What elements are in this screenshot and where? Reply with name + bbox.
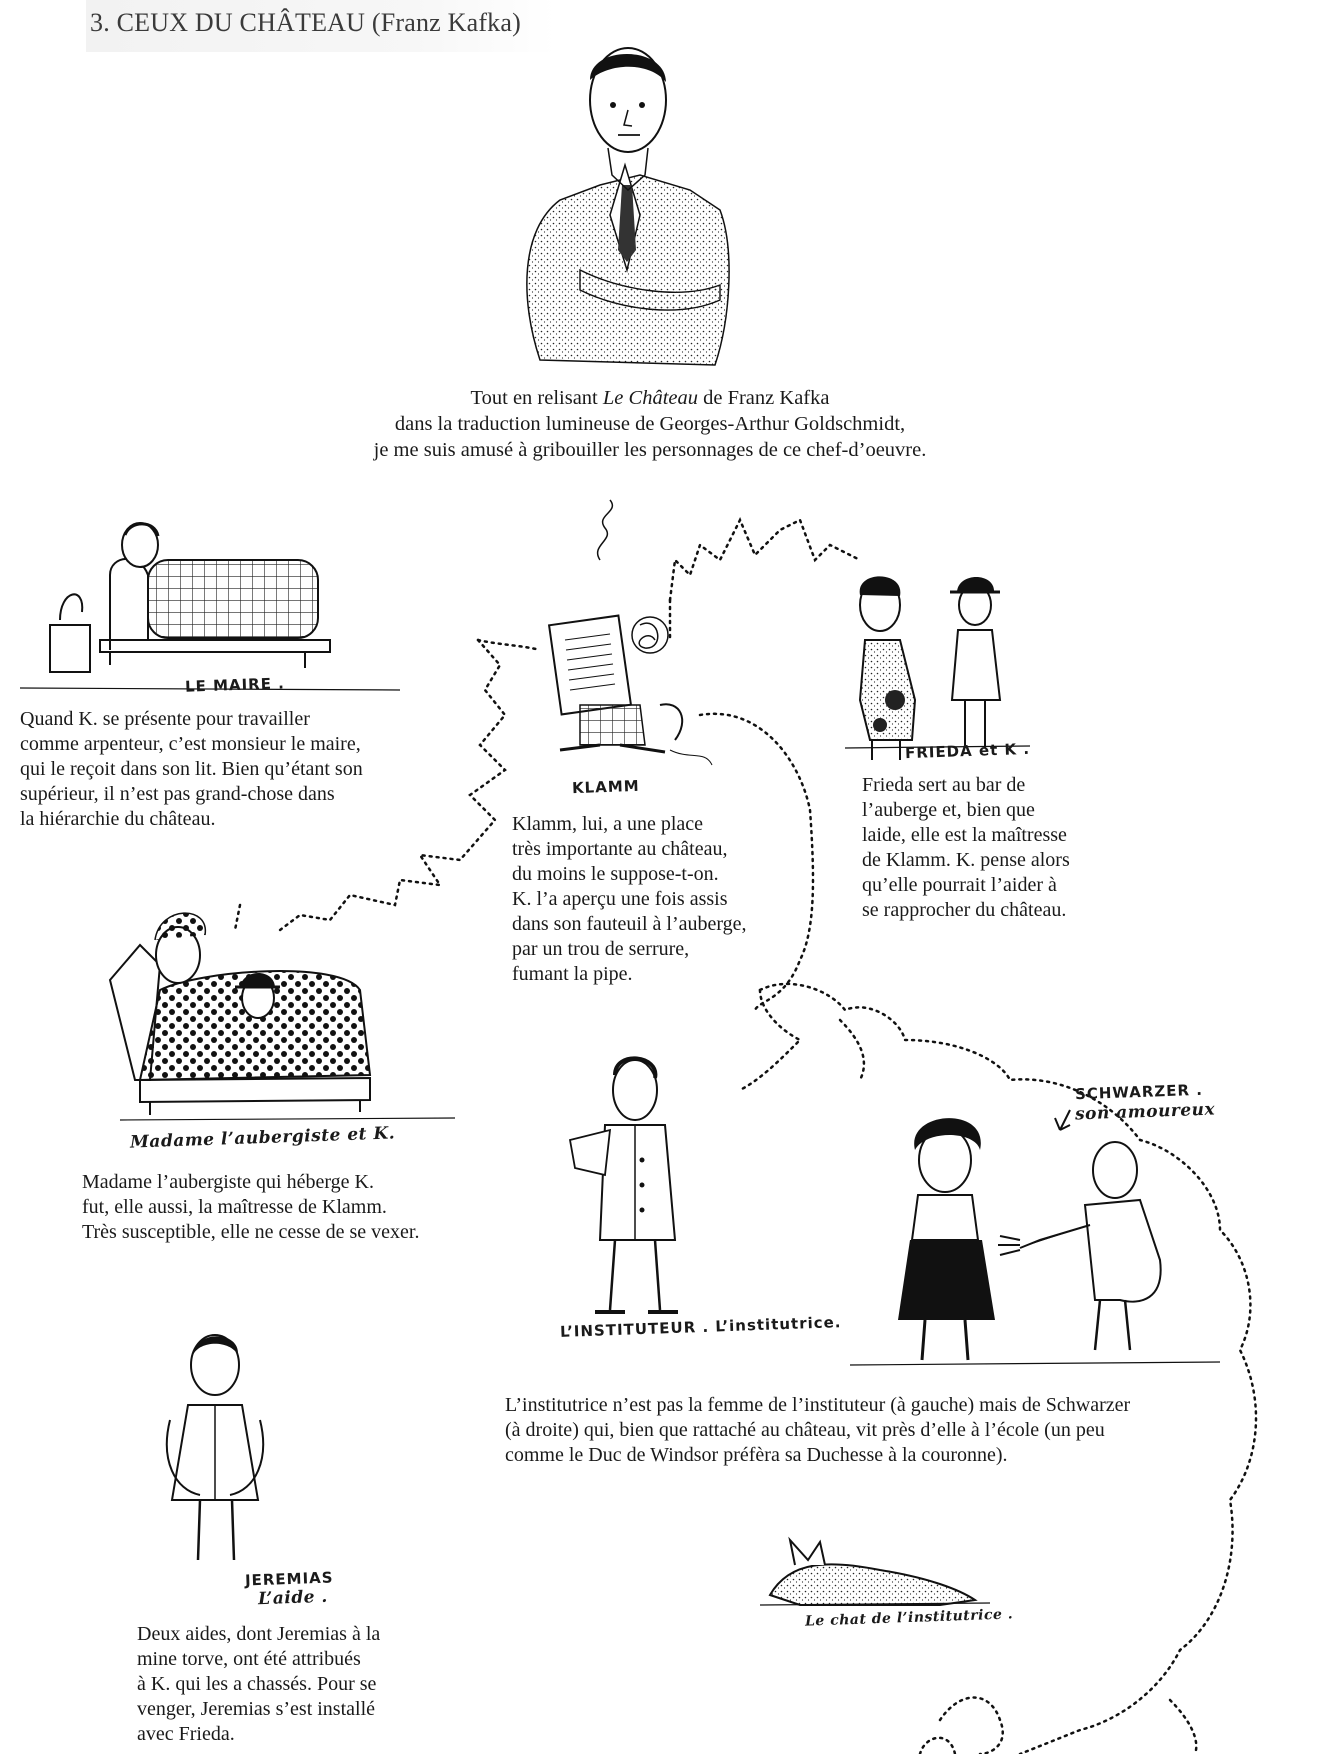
instituteur-drawing [570, 1058, 678, 1312]
caption-institutrice: L’institutrice n’est pas la femme de l’instituteur (à gauche) mais de Schwarzer (à droite) qui, bien que rattaché au château, vit près d’elle à l’école (un peu comme le Duc de Windsor préfèra sa Duchesse à la couronne). [505, 1394, 1131, 1466]
caption-frieda: Frieda sert au bar de l’auberge et, bien que laide, elle est la maîtresse de Klamm. K. pense alors qu’elle pourrait l’aider à se rapprocher du château. [862, 774, 1070, 921]
label-aubergiste: Madame l’aubergiste et K. [129, 1123, 396, 1153]
jeremias-drawing [167, 1335, 263, 1560]
label-l-aide: L’aide . [257, 1586, 329, 1610]
label-son-amoureux: son amoureux [1074, 1099, 1216, 1125]
klamm-drawing [549, 500, 712, 765]
label-klamm: KLAMM [571, 776, 640, 798]
institutrice-schwarzer-drawing [850, 1110, 1220, 1365]
label-instituteur: L’INSTITUTEUR . L’institutrice. [559, 1313, 842, 1341]
caption-klamm: Klamm, lui, a une place très importante au château, du moins le suppose-t-on. K. l’a aperçu une fois assis dans son fauteuil à l’auberge, par un trou de serrure, fumant la pipe. [512, 813, 747, 985]
page-title: 3. CEUX DU CHÂTEAU (Franz Kafka) [90, 8, 521, 37]
intro-line-2: dans la traduction lumineuse de Georges-Arthur Goldschmidt, [394, 413, 906, 435]
label-jeremias: JEREMIAS [244, 1568, 334, 1590]
label-chat: Le chat de l’institutrice . [804, 1606, 1014, 1630]
cat-drawing [760, 1540, 990, 1605]
caption-jeremias: Deux aides, dont Jeremias à la mine torve, ont été attribués à K. qui les a chassés. Pour se venger, Jeremias s’est installé avec Frieda. [137, 1623, 381, 1745]
kafka-portrait-drawing [527, 48, 729, 365]
maire-drawing [20, 523, 400, 690]
caption-aubergiste: Madame l’aubergiste qui héberge K. fut, elle aussi, la maîtresse de Klamm. Très susceptible, elle ne cesse de se vexer. [82, 1171, 420, 1243]
label-frieda: FRIEDA et K . [904, 739, 1031, 763]
intro-text [260, 385, 1040, 463]
intro-line-1-suffix: de Franz Kafka [697, 387, 830, 409]
intro-line-1-prefix: Tout en relisant [470, 387, 603, 409]
label-maire: LE MAIRE . [184, 674, 286, 696]
label-schwarzer: SCHWARZER . [1074, 1080, 1204, 1104]
frieda-et-k-drawing [845, 576, 1031, 763]
aubergiste-et-k-drawing [110, 913, 455, 1120]
intro-book-title: Le Château [602, 387, 698, 409]
caption-maire: Quand K. se présente pour travailler comme arpenteur, c’est monsieur le maire, qui le reçoit dans son lit. Bien qu’étant son supérieur, il n’est pas grand-chose dans la hiérarchie du château. [20, 708, 363, 830]
intro-line-3: je me suis amusé à gribouiller les personnages de ce chef-d’oeuvre. [373, 439, 927, 461]
